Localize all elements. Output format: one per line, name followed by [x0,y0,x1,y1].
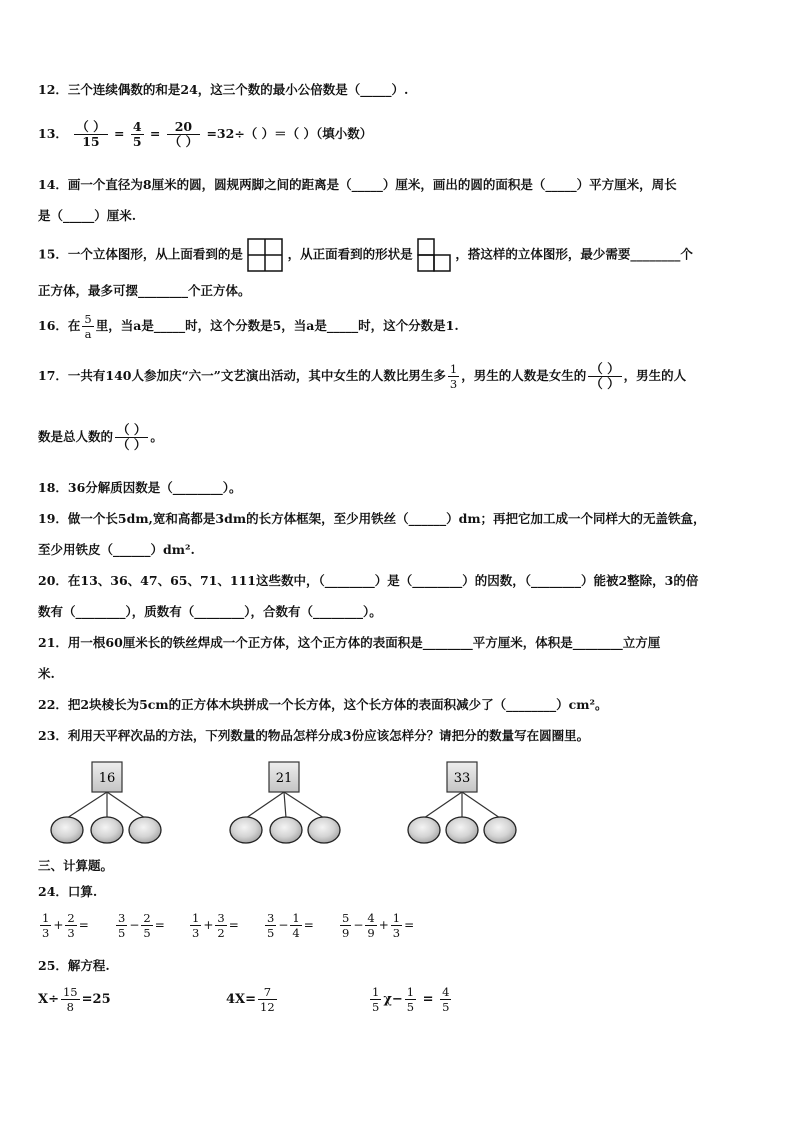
front-view-shape-icon [417,238,451,272]
question-20-line-1: 20．在13、36、47、65、71、111这些数中，（________）是（________）的因数，（________）能被2整除，3的倍 [38,573,699,588]
balance-tree-1 [45,758,165,848]
question-23: 23．利用天平秤次品的方法，下列数量的物品怎样分成3份应该怎样分？请把分的数量写在圆圈里。 [38,728,590,743]
question-17-line-1 [38,358,686,394]
q17-text-c: ，男生的人 [623,368,687,383]
question-18: 18．36分解质因数是（________）。 [38,480,242,495]
balance-tree-2 [224,758,344,848]
question-14-line-2: 是（_____）厘米. [38,208,137,223]
question-14-line-1: 14．画一个直径为8厘米的圆，圆规两脚之间的距离是（_____）厘米，画出的圆的面积是（_____）平方厘米，周长 [38,177,677,192]
q17-fraction-3: $\frac{( )}{( )}$ [117,422,147,452]
oral-3-frac-a: $\frac{1}{3}$ [192,911,200,940]
eq2-fraction: $\frac{7}{12}$ [260,985,275,1014]
eq1-fraction: $\frac{15}{8}$ [62,985,78,1014]
q17-fraction-2: $\frac{( )}{( )}$ [590,361,620,391]
q16-text-a: 16．在 [38,318,81,333]
tree-3-circle-2[interactable] [446,817,478,843]
q15-text-a: 15．一个立体图形，从上面看到的是 [38,246,243,262]
q15-text-b: ，从正面看到的形状是 [287,246,413,262]
q13-label: 13． [38,126,68,141]
tree-1-circle-1[interactable] [51,817,83,843]
question-15-line-2: 正方体，最多可摆________个正方体。 [38,283,251,298]
equation-3: $\frac{1}{5}$ χ− $\frac{1}{5}$ = $\frac{4}{5}$ [372,985,450,1014]
oral-4-frac-a: $\frac{3}{5}$ [267,911,275,940]
question-21-line-2: 米. [38,666,55,681]
q17-fraction-1: $\frac{1}{3}$ [449,362,458,391]
tree-3-circle-1[interactable] [408,817,440,843]
question-20-line-2: 数有（________），质数有（________），合数有（________）。 [38,604,382,619]
tree-3-circle-3[interactable] [484,817,516,843]
oral-item-2: $\frac{3}{5}$ − $\frac{2}{5}$ = [118,911,165,940]
oral-1-frac-a: $\frac{1}{3}$ [42,911,50,940]
top-view-grid-icon [247,238,283,272]
oral-item-5: $\frac{5}{9}$ − $\frac{4}{9}$ + $\frac{1}{3}$ = [342,911,415,940]
equation-2: 4X= $\frac{7}{12}$ [226,985,275,1014]
question-24: 24．口算. [38,884,98,899]
oral-item-1: $\frac{1}{3}$ + $\frac{2}{3}$ = [42,911,89,940]
tree-2-circle-2[interactable] [270,817,302,843]
q13-equals: = [113,126,125,141]
question-15-line-1 [38,238,693,272]
question-19-line-2: 至少用铁皮（______）dm². [38,542,195,557]
question-21-line-1: 21．用一根60厘米长的铁丝焊成一个正方体，这个正方体的表面积是________平方厘米，体积是________立方厘 [38,635,661,650]
q17-text-a: 17．一共有140人参加庆“六一”文艺演出活动，其中女生的人数比男生多 [38,368,446,383]
q17-text-l2b: 。 [150,429,163,444]
section-3-heading: 三、计算题。 [38,858,114,873]
oral-4-frac-b: $\frac{1}{4}$ [292,911,300,940]
question-13 [38,120,372,149]
eq3-fraction-1: $\frac{1}{5}$ [372,985,380,1014]
tree-1-circle-2[interactable] [91,817,123,843]
q13-fraction-2: $\frac{4}{5}$ [132,119,142,149]
question-19-line-1: 19．做一个长5dm,宽和高都是3dm的长方体框架，至少用铁丝（______）dm；再把它加工成一个同样大的无盖铁盒， [38,511,706,526]
tree-1-circle-3[interactable] [129,817,161,843]
oral-5-frac-b: $\frac{4}{9}$ [367,911,375,940]
q13-fraction-1: $\frac{( )}{15}$ [76,119,106,149]
balance-tree-3 [402,758,522,848]
tree-2-value: 21 [275,771,293,786]
tree-3-value: 33 [453,771,471,786]
q16-fraction: $\frac{5}{a}$ [84,312,92,341]
q13-rest: =32÷（ ）＝（ ）（填小数） [206,126,373,141]
q13-equals-2: = [149,126,161,141]
q15-text-c: ，搭这样的立体图形，最少需要________个 [455,246,693,262]
oral-2-frac-a: $\frac{3}{5}$ [118,911,126,940]
eq3-fraction-2: $\frac{1}{5}$ [406,985,415,1014]
question-12: 12．三个连续偶数的和是24，这三个数的最小公倍数是（_____）. [38,82,409,97]
question-25: 25．解方程. [38,958,110,973]
oral-item-4: $\frac{3}{5}$ − $\frac{1}{4}$ = [267,911,314,940]
equation-1: X÷ $\frac{15}{8}$ =25 [38,985,111,1014]
eq3-fraction-3: $\frac{4}{5}$ [442,985,450,1014]
tree-2-circle-3[interactable] [308,817,340,843]
question-16 [38,312,459,341]
oral-5-frac-a: $\frac{5}{9}$ [342,911,350,940]
oral-5-frac-c: $\frac{1}{3}$ [392,911,401,940]
question-22: 22．把2块棱长为5cm的正方体木块拼成一个长方体，这个长方体的表面积减少了（________）cm²。 [38,697,608,712]
q17-text-l2a: 数是总人数的 [38,429,114,444]
q13-fraction-3: $\frac{20}{( )}$ [168,119,199,149]
oral-2-frac-b: $\frac{2}{5}$ [143,911,151,940]
tree-1-value: 16 [98,771,116,786]
q16-text-b: 里，当a是_____时，这个分数是5，当a是_____时，这个分数是1. [95,318,459,333]
oral-item-3: $\frac{1}{3}$ + $\frac{3}{2}$ = [192,911,239,940]
question-17-line-2 [38,419,163,455]
tree-2-circle-1[interactable] [230,817,262,843]
q17-text-b: ，男生的人数是女生的 [461,368,587,383]
oral-1-frac-b: $\frac{2}{3}$ [67,911,75,940]
oral-3-frac-b: $\frac{3}{2}$ [217,911,225,940]
